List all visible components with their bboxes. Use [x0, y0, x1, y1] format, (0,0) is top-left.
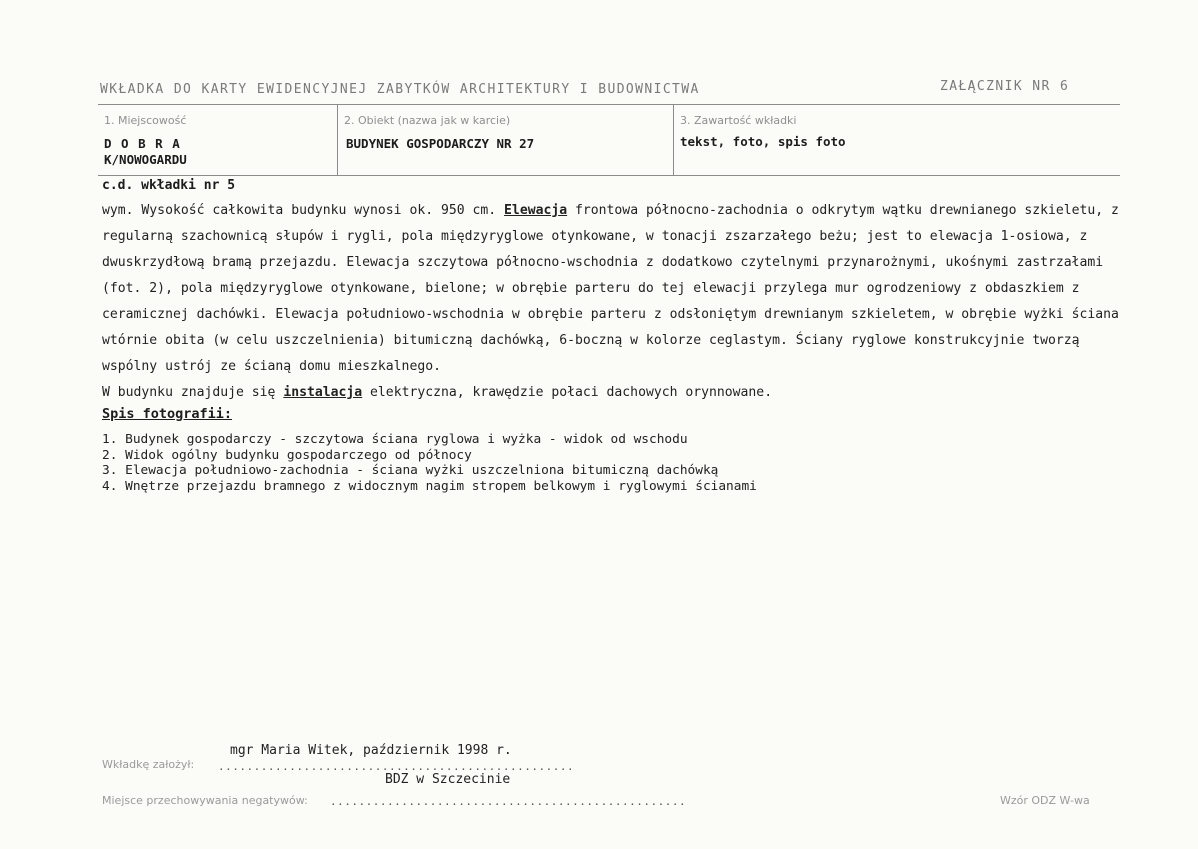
list-item: 3. Elewacja południowo-zachodnia - ściana wyżki uszczelniona bitumiczną dachówką [102, 463, 719, 478]
created-by-label: Wkładkę założył: [102, 758, 195, 771]
installation-keyword: instalacja [283, 385, 363, 400]
header-rule [98, 104, 1120, 105]
negatives-dotted-line: .................................................. [330, 795, 687, 808]
location-value-line2: K/NOWOGARDU [104, 152, 187, 167]
form-title: WKŁADKA DO KARTY EWIDENCYJNEJ ZABYTKÓW ARCHITEKTURY I BUDOWNICTWA [100, 82, 700, 97]
photo-list [102, 432, 757, 494]
installation-part-1: W budynku znajduje się [102, 385, 284, 400]
object-value: BUDYNEK GOSPODARCZY NR 27 [346, 136, 535, 151]
list-item: 1. Budynek gospodarczy - szczytowa ściana ryglowa i wyżka - widok od wschodu [102, 432, 688, 447]
location-value-line1: D O B R A [104, 136, 181, 151]
continuation-label: c.d. wkładki nr 5 [102, 178, 236, 193]
list-item: 2. Widok ogólny budynku gospodarczego od północy [102, 447, 472, 463]
object-label: 2. Obiekt (nazwa jak w karcie) [344, 114, 511, 127]
form-template-note: Wzór ODZ W-wa [1000, 794, 1090, 807]
fields-bottom-rule [98, 175, 1120, 176]
contents-value: tekst, foto, spis foto [680, 134, 846, 149]
field-divider-2 [673, 105, 674, 175]
description-part-1: wym. Wysokość całkowita budynku wynosi ok. 950 cm. [102, 203, 505, 218]
description-text [102, 198, 1122, 406]
elevation-keyword: Elewacja [504, 203, 568, 218]
annex-number: ZAŁĄCZNIK NR 6 [940, 79, 1070, 94]
created-by-value: mgr Maria Witek, październik 1998 r. [230, 743, 512, 758]
installation-part-2: elektryczna, krawędzie połaci dachowych orynnowane. [362, 385, 773, 400]
location-label: 1. Miejscowość [104, 114, 187, 127]
institution: BDZ w Szczecinie [385, 772, 511, 787]
field-divider-1 [337, 105, 338, 175]
negatives-location-label: Miejsce przechowywania negatywów: [102, 794, 308, 807]
contents-label: 3. Zawartość wkładki [680, 114, 797, 127]
list-item: 4. Wnętrze przejazdu bramnego z widocznym nagim stropem belkowym i ryglowymi ścianami [102, 478, 757, 494]
photo-list-title: Spis fotografii: [102, 406, 233, 422]
description-part-2: frontowa północno-zachodnia o odkrytym wątku drewnianego szkieletu, z regularną szachownicą słupów i rygli, pola międzyryglowe otynkowane, w tonacji zszarzałego beżu; jest to elewacja 1-osiowa, z dwuskrzydłową bramą przejazdu. Elewacja szczytowa północno-wschodnia z dodatkowo czytelnymi przynarożnymi, ukośnymi zastrzałami (fot. 2), pola międzyryglowe otynkowane, bielone; w obrębie parteru do tej elewacji przylega mur ogrodzeniowy z obdaszkiem z ceramicznej dachówki. Elewacja południowo-wschodnia w obrębie parteru z odsłoniętym drewnianym szkieletem, w obrębie wyżki ściana wtórnie obita (w celu uszczelnienia) bitumiczną dachówką, 6-boczną w kolorze ceglastym. Ściany ryglowe konstrukcyjnie tworzą wspólny ustrój ze ścianą domu mieszkalnego. [102, 203, 1119, 374]
created-by-dotted-line: .................................................. [218, 760, 575, 773]
